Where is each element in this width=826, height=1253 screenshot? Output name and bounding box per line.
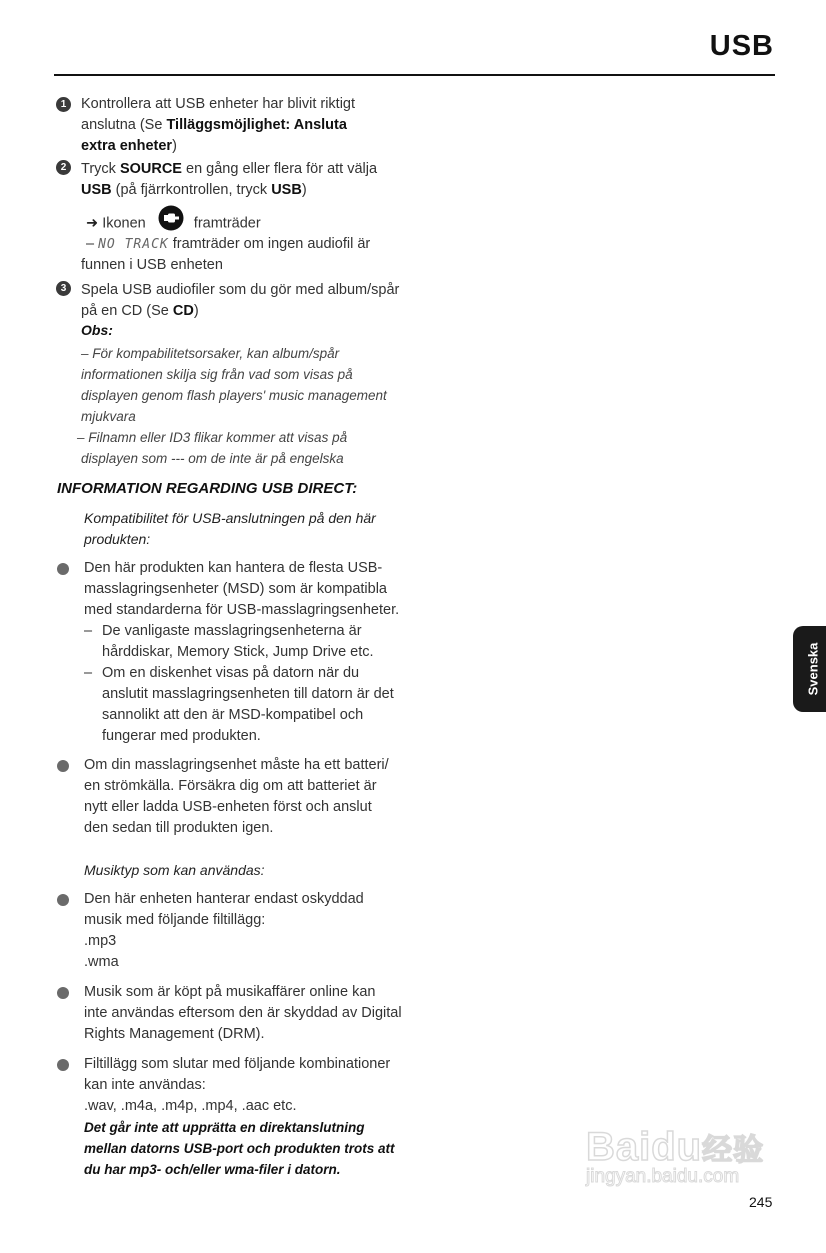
- bullet-1-sub-2: – Om en diskenhet visas på datorn när du anslutit masslagringsenheten till datorn är det sannolikt att den är MSD-kompatibel och fungerar med produkten.: [84, 663, 414, 747]
- step-number-1: 1: [56, 97, 71, 112]
- step-2-line-2: USB (på fjärrkontrollen, tryck USB): [81, 182, 307, 198]
- obs-note-1: – För kompabilitetsorsaker, kan album/spår informationen skilja sig från vad som visas på displayen genom flash players' music management mjukvara: [81, 346, 387, 424]
- watermark-url: jingyan.baidu.com: [586, 1166, 740, 1187]
- compat-heading: Kompatibilitet för USB-anslutningen på den här produkten:: [84, 510, 376, 547]
- step-2-note-line-2: funnen i USB enheten: [81, 257, 223, 273]
- bullet-3-text: Den här enheten hanterar endast oskyddad musik med följande filtillägg: .mp3 .wma: [84, 891, 364, 970]
- bullet-4-text: Musik som är köpt på musikaffärer online kan inte användas eftersom den är skyddad av Digital Rights Management (DRM).: [84, 984, 402, 1042]
- info-heading: INFORMATION REGARDING USB DIRECT:: [57, 480, 358, 497]
- obs-note-2: – Filnamn eller ID3 flikar kommer att visas på displayen som --- om de inte är på engelska: [77, 430, 348, 466]
- language-tab: [793, 626, 826, 712]
- step-1-text: [81, 94, 411, 157]
- step-1-line-1: Kontrollera att USB enheter har blivit riktigt: [81, 96, 356, 112]
- step-2-line-1: Tryck SOURCE en gång eller flera för att välja: [81, 161, 378, 177]
- arrow-right-icon: ➜: [86, 215, 99, 232]
- step-2-text: [81, 159, 411, 201]
- header-rule: [54, 74, 775, 76]
- step-number-2: 2: [56, 160, 71, 175]
- page-number: 245: [749, 1194, 773, 1210]
- bullet-3: [57, 894, 69, 906]
- step-3-line-2: på en CD (Se CD): [81, 303, 199, 319]
- bullet-5: [57, 1059, 69, 1071]
- section-title: USB: [709, 30, 774, 62]
- step-2-note-line-1: – NO TRACK framträder om ingen audiofil är: [86, 236, 371, 252]
- step-3-text: [81, 280, 421, 322]
- baidu-watermark: [586, 1125, 764, 1188]
- bullet-4: [57, 987, 69, 999]
- bullet-5-italic-3: du har mp3- och/eller wma-filer i datorn.: [84, 1162, 341, 1177]
- step-number-3: 3: [56, 281, 71, 296]
- bullet-5-text: Filtillägg som slutar med följande kombinationer kan inte användas: .wav, .m4a, .m4p, .mp4, .aac etc. Det går inte att upprätta en direktanslutning mellan datorns USB-port och produkten trots att du har mp3- och/eller wma-filer i datorn.: [84, 1054, 419, 1180]
- watermark-brand: Baidu经验: [586, 1125, 765, 1169]
- result-text-ikonen: Ikonen: [102, 215, 146, 232]
- bullet-1-text: Den här produkten kan hantera de flesta USB- masslagringsenheter (MSD) som är kompatibla med standarderna för USB-masslagringsenheter. – De vanligaste masslagringsenheterna är hårddiskar, Memory Stick, Jump Drive etc. – Om en diskenhet visas på datorn när du anslutit masslagringsenheten till datorn är det sannolikt att den är MSD-kompatibel och fungerar med produkten.: [84, 558, 414, 747]
- bullet-5-italic-1: Det går inte att upprätta en direktanslutning: [84, 1120, 365, 1135]
- bullet-2: [57, 760, 69, 772]
- step-1-line-2: anslutna (Se Tilläggsmöjlighet: Ansluta: [81, 117, 347, 133]
- lcd-no-track: NO TRACK: [98, 237, 169, 252]
- step-3-line-1: Spela USB audiofiler som du gör med album/spår: [81, 282, 400, 298]
- bullet-1: [57, 563, 69, 575]
- bullet-2-text: Om din masslagringsenhet måste ha ett batteri/ en strömkälla. Försäkra dig om att batteriet är nytt eller ladda USB-enheten först och anslut den sedan till produkten igen.: [84, 757, 389, 836]
- step-1-line-3: extra enheter): [81, 138, 177, 154]
- music-heading: Musiktyp som kan användas:: [84, 862, 265, 878]
- step-2-note: [86, 234, 406, 255]
- result-text-framtrader: framträder: [193, 215, 261, 232]
- bullet-5-italic-2: mellan datorns USB-port och produkten trots att: [84, 1141, 395, 1156]
- bullet-1-sub-1: – De vanligaste masslagringsenheterna är hårddiskar, Memory Stick, Jump Drive etc.: [84, 621, 414, 663]
- language-tab-label: Svenska: [805, 642, 821, 696]
- obs-label: Obs:: [81, 322, 113, 338]
